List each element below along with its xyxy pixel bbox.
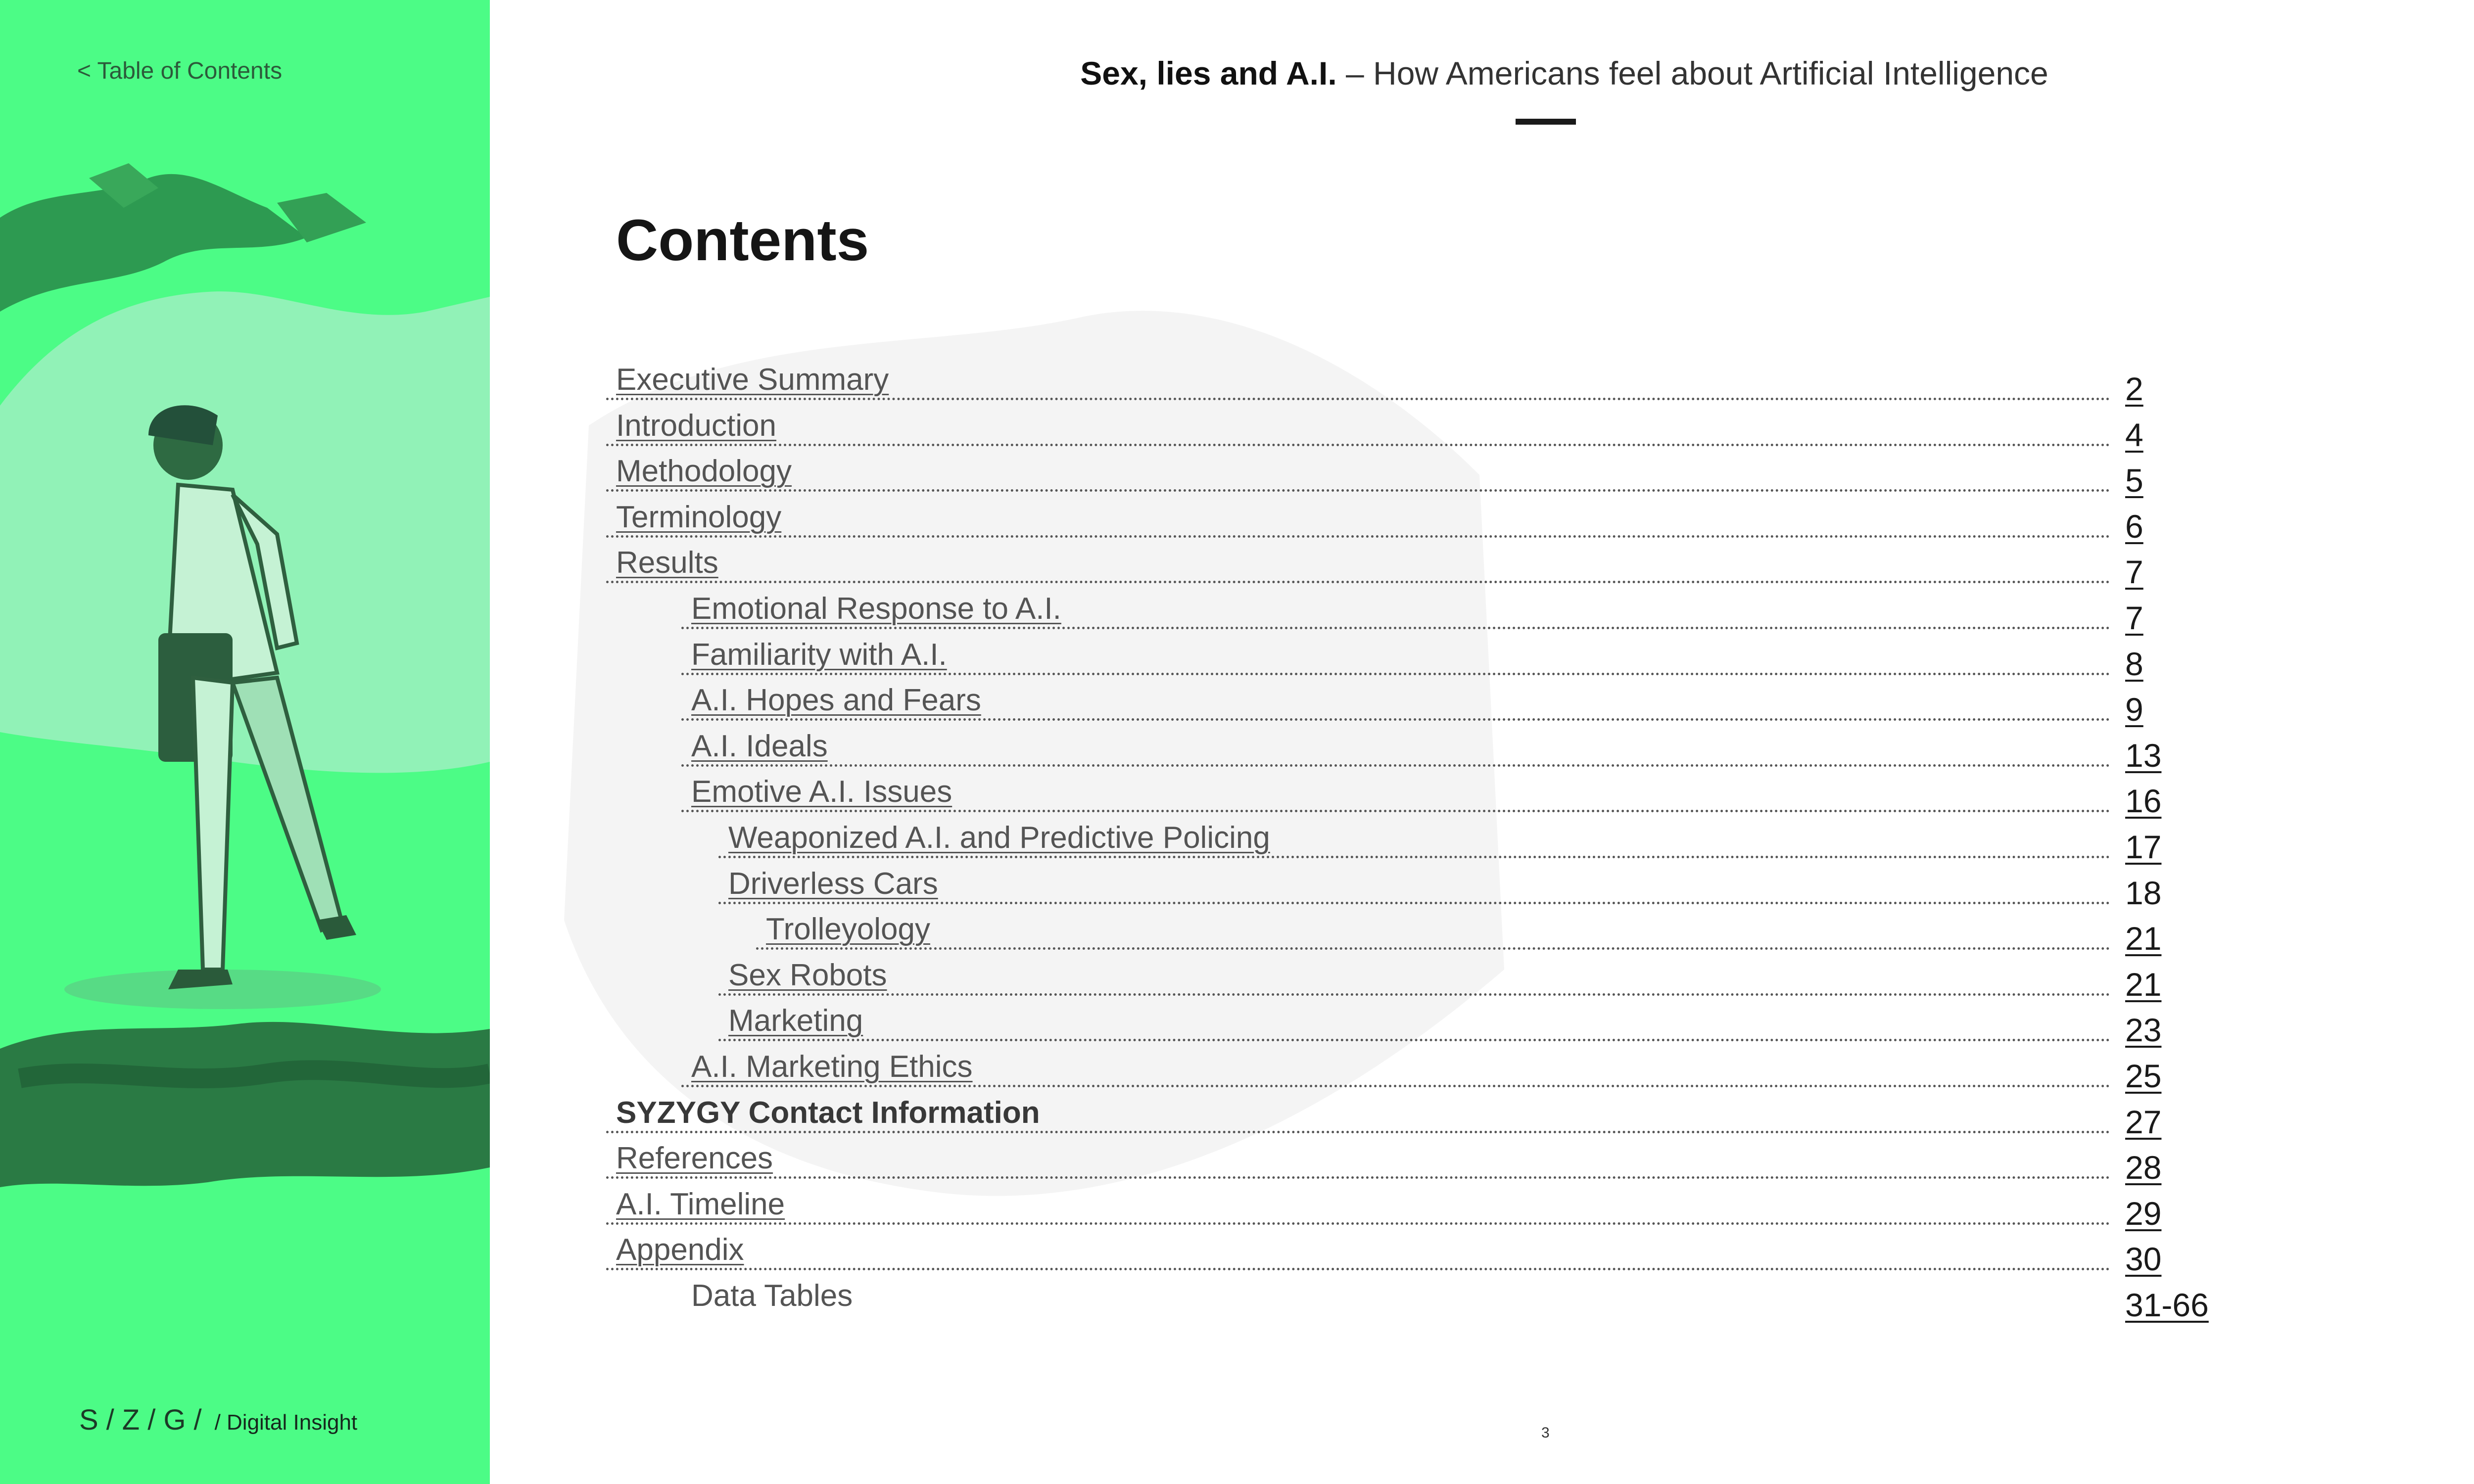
toc-entry-page[interactable]: 6 — [2125, 508, 2143, 545]
toc-entry[interactable] — [611, 1186, 2162, 1232]
toc-leader-dots — [718, 902, 2110, 904]
toc-entry-page[interactable]: 2 — [2125, 371, 2143, 407]
toc-entry-page[interactable]: 7 — [2125, 599, 2143, 636]
toc-entry[interactable] — [611, 1002, 2162, 1049]
toc-entry-title[interactable]: Trolleyology — [766, 912, 930, 947]
table-of-contents — [611, 361, 2209, 1323]
toc-entry-page[interactable]: 31-66 — [2125, 1286, 2209, 1323]
toc-leader-dots — [606, 1268, 2110, 1270]
toc-entry-page[interactable]: 29 — [2125, 1195, 2162, 1232]
toc-entry[interactable] — [611, 1231, 2162, 1278]
toc-leader-dots — [606, 1131, 2110, 1133]
syzygy-brand — [79, 1403, 357, 1437]
toc-entry-title[interactable]: A.I. Ideals — [691, 729, 828, 763]
document-title: Sex, lies and A.I. — [1080, 55, 1337, 92]
toc-leader-dots — [681, 673, 2110, 675]
toc-entry-page[interactable]: 7 — [2125, 554, 2143, 591]
toc-entry[interactable] — [611, 773, 2162, 820]
toc-entry-page[interactable]: 28 — [2125, 1149, 2162, 1186]
toc-entry-page[interactable]: 13 — [2125, 737, 2162, 774]
toc-entry-page[interactable]: 21 — [2125, 966, 2162, 1003]
toc-entry[interactable] — [611, 1048, 2162, 1094]
sidebar — [0, 0, 490, 1484]
toc-entry-page[interactable]: 27 — [2125, 1103, 2162, 1140]
toc-entry-title[interactable]: Marketing — [728, 1004, 863, 1038]
toc-entry-title[interactable]: Appendix — [616, 1233, 744, 1267]
toc-entry-title[interactable]: Executive Summary — [616, 363, 889, 397]
toc-leader-dots — [606, 535, 2110, 538]
toc-entry-page[interactable]: 21 — [2125, 920, 2162, 957]
toc-entry[interactable] — [611, 407, 2143, 453]
toc-entry[interactable] — [611, 1140, 2162, 1186]
toc-entry-title[interactable]: Terminology — [616, 500, 782, 534]
toc-entry[interactable] — [611, 499, 2143, 545]
toc-leader-dots — [606, 398, 2110, 400]
toc-entry[interactable] — [611, 361, 2143, 407]
toc-entry[interactable] — [611, 957, 2162, 1003]
toc-entry-title[interactable]: Data Tables — [691, 1278, 853, 1313]
toc-entry-title[interactable]: A.I. Marketing Ethics — [691, 1049, 973, 1084]
toc-leader-dots — [681, 1085, 2110, 1087]
toc-entry[interactable] — [611, 544, 2143, 591]
toc-entry-title[interactable]: SYZYGY Contact Information — [616, 1095, 1040, 1130]
toc-entry[interactable] — [611, 1094, 2162, 1140]
toc-entry[interactable] — [611, 819, 2162, 865]
toc-leader-dots — [606, 444, 2110, 446]
brand-tagline: / Digital Insight — [214, 1410, 358, 1435]
contents-heading: Contents — [616, 208, 869, 273]
toc-entry-title[interactable]: Emotive A.I. Issues — [691, 775, 952, 809]
toc-entry[interactable] — [611, 453, 2143, 499]
toc-entry-title[interactable]: References — [616, 1141, 773, 1176]
header-divider — [1516, 119, 1576, 125]
syzygy-logo: S/Z/G/ — [79, 1404, 210, 1436]
toc-entry-title[interactable]: Results — [616, 546, 718, 580]
toc-leader-dots — [606, 1222, 2110, 1225]
toc-entry-page[interactable]: 5 — [2125, 462, 2143, 499]
toc-leader-dots — [718, 1039, 2110, 1041]
toc-entry-title[interactable]: Emotional Response to A.I. — [691, 591, 1061, 626]
toc-entry[interactable] — [611, 682, 2143, 728]
toc-entry-page[interactable]: 16 — [2125, 783, 2162, 820]
walking-man-illustration — [0, 148, 490, 1187]
toc-entry-page[interactable]: 9 — [2125, 691, 2143, 728]
toc-entry-page[interactable]: 4 — [2125, 416, 2143, 453]
toc-entry[interactable] — [611, 728, 2162, 774]
toc-leader-dots — [681, 718, 2110, 721]
toc-entry-title[interactable]: A.I. Hopes and Fears — [691, 683, 981, 718]
toc-entry-title[interactable]: Sex Robots — [728, 958, 887, 992]
document-subtitle: – How Americans feel about Artificial Intelligence — [1336, 55, 2048, 92]
toc-entry[interactable] — [611, 1277, 2209, 1323]
toc-entry-page[interactable]: 17 — [2125, 828, 2162, 865]
toc-leader-dots — [718, 993, 2110, 996]
toc-entry[interactable] — [611, 636, 2143, 682]
table-of-contents-link[interactable]: < Table of Contents — [77, 58, 283, 84]
toc-entry[interactable] — [611, 590, 2143, 636]
toc-entry-title[interactable]: Methodology — [616, 454, 792, 489]
toc-entry-title[interactable]: Weaponized A.I. and Predictive Policing — [728, 820, 1270, 855]
toc-entry[interactable] — [611, 911, 2162, 957]
toc-leader-dots — [681, 627, 2110, 629]
toc-entry-page[interactable]: 8 — [2125, 645, 2143, 682]
toc-entry-title[interactable]: Familiarity with A.I. — [691, 637, 947, 672]
toc-entry-page[interactable]: 30 — [2125, 1241, 2162, 1278]
toc-leader-dots — [606, 1176, 2110, 1179]
toc-entry[interactable] — [611, 865, 2162, 911]
toc-entry-title[interactable]: Driverless Cars — [728, 866, 938, 901]
toc-leader-dots — [606, 489, 2110, 492]
toc-leader-dots — [606, 581, 2110, 583]
toc-leader-dots — [681, 764, 2110, 767]
document-header — [490, 54, 2474, 92]
toc-leader-dots — [756, 947, 2110, 950]
page-number: 3 — [1541, 1425, 1550, 1441]
toc-leader-dots — [681, 810, 2110, 812]
toc-entry-title[interactable]: A.I. Timeline — [616, 1187, 785, 1221]
toc-entry-title[interactable]: Introduction — [616, 408, 776, 443]
toc-leader-dots — [718, 856, 2110, 858]
toc-entry-page[interactable]: 18 — [2125, 874, 2162, 911]
toc-entry-page[interactable]: 25 — [2125, 1057, 2162, 1094]
main-content — [490, 0, 2474, 1484]
toc-entry-page[interactable]: 23 — [2125, 1012, 2162, 1049]
